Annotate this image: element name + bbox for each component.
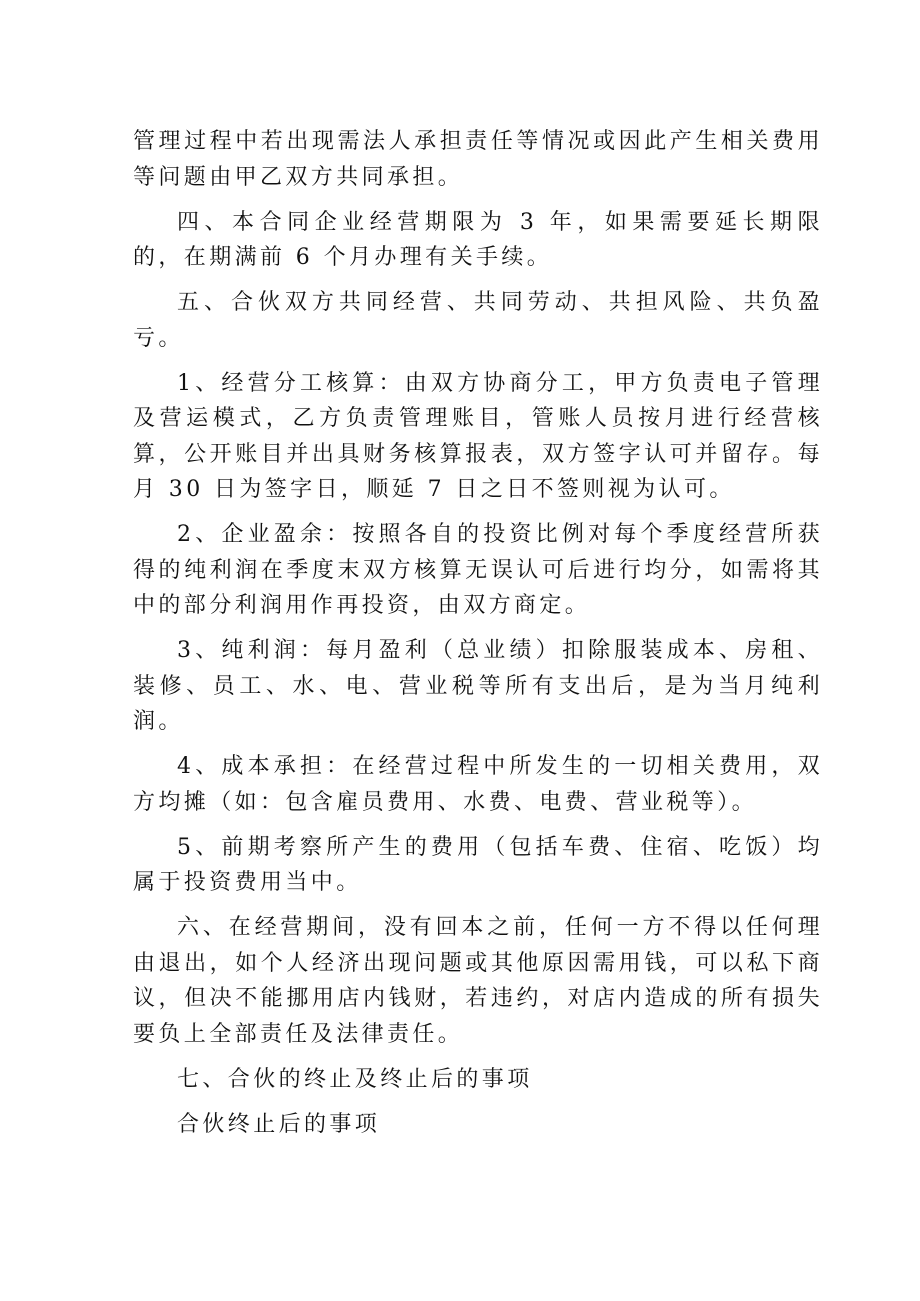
paragraph-item-1: 1、经营分工核算：由双方协商分工，甲方负责电子管理及营运模式，乙方负责管理账目，管账人员按月进行经营核算，公开账目并出具财务核算报表，双方签字认可并留存。每月 30 日为签字日，顺延 7 日之日不签则视为认可。 [133, 370, 823, 502]
paragraph-item-5: 5、前期考察所产生的费用（包括车费、住宿、吃饭）均属于投资费用当中。 [133, 834, 823, 895]
paragraph-continuation: 管理过程中若出现需法人承担责任等情况或因此产生相关费用等问题由甲乙双方共同承担。 [133, 129, 823, 190]
paragraph-clause-6: 六、在经营期间，没有回本之前，任何一方不得以任何理由退出，如个人经济出现问题或其他原因需用钱，可以私下商议，但决不能挪用店内钱财，若违约，对店内造成的所有损失要负上全部责任及法律责任。 [133, 915, 823, 1047]
document-body [133, 124, 823, 1152]
paragraph-clause-4: 四、本合同企业经营期限为 3 年，如果需要延长期限的，在期满前 6 个月办理有关手续。 [133, 209, 823, 270]
paragraph-item-3: 3、纯利润：每月盈利（总业绩）扣除服装成本、房租、装修、员工、水、电、营业税等所有支出后，是为当月纯利润。 [133, 638, 823, 734]
paragraph-item-2: 2、企业盈余：按照各自的投资比例对每个季度经营所获得的纯利润在季度末双方核算无误认可后进行均分，如需将其中的部分利润用作再投资，由双方商定。 [133, 522, 823, 618]
paragraph-subheading: 合伙终止后的事项 [177, 1111, 381, 1137]
paragraph-item-4: 4、成本承担：在经营过程中所发生的一切相关费用，双方均摊（如：包含雇员费用、水费、电费、营业税等）。 [133, 754, 823, 815]
paragraph-clause-5: 五、合伙双方共同经营、共同劳动、共担风险、共负盈亏。 [133, 290, 823, 351]
paragraph-clause-7-heading: 七、合伙的终止及终止后的事项 [177, 1066, 533, 1092]
